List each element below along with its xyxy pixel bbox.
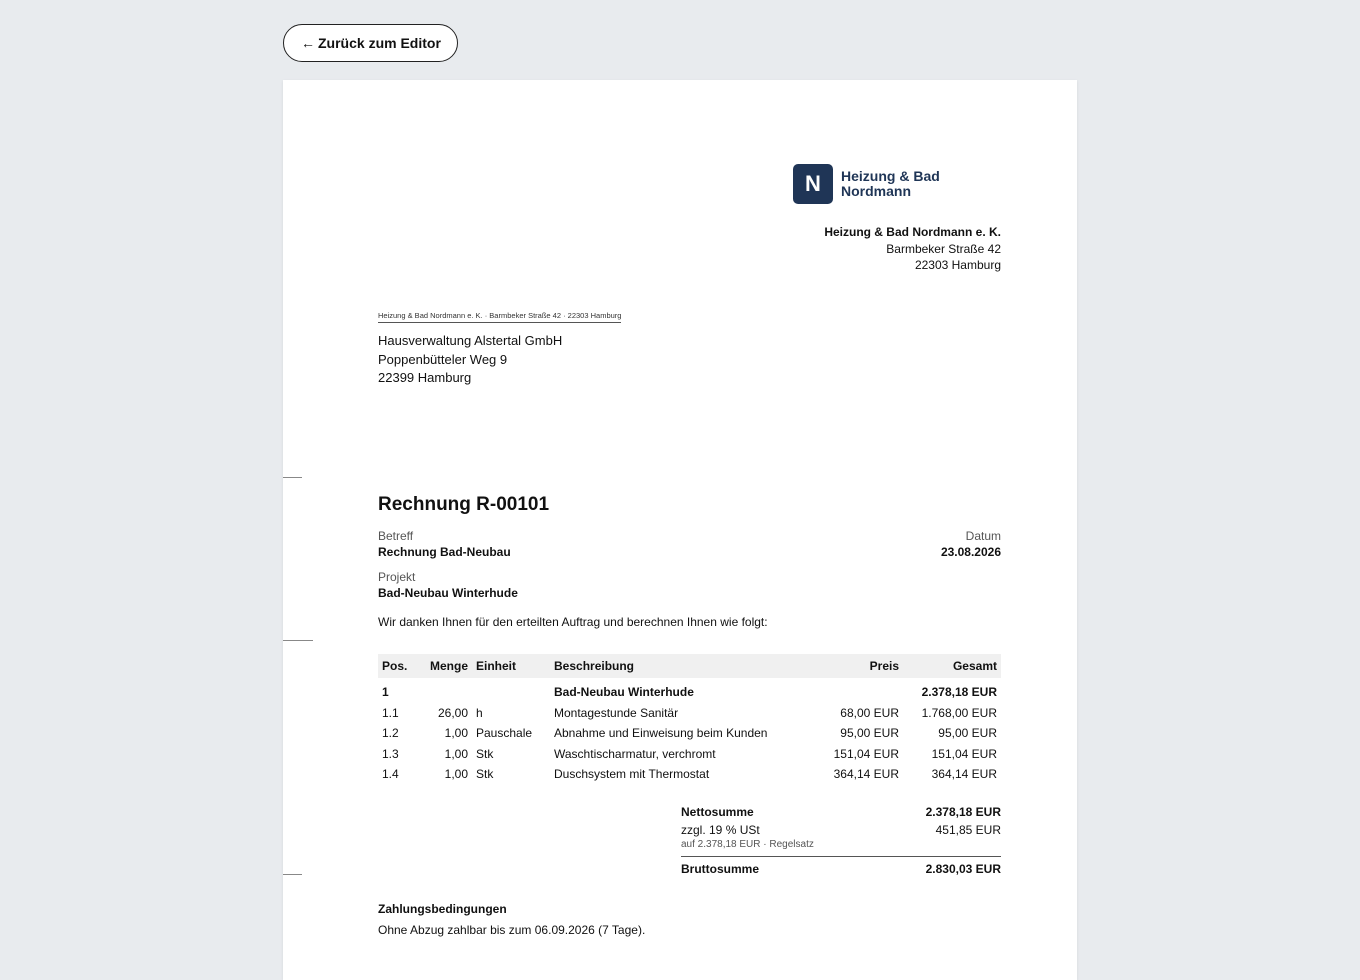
betreff-value: Rechnung Bad-Neubau [378, 545, 511, 559]
projekt-label: Projekt [378, 570, 416, 584]
row-beschreibung: Duschsystem mit Thermostat [554, 767, 710, 782]
payment-text: Ohne Abzug zahlbar bis zum 06.09.2026 (7 Tage). [378, 923, 646, 937]
row-menge: 1,00 [444, 726, 468, 741]
col-header-menge: Menge [418, 654, 472, 678]
table-row [378, 723, 1001, 744]
brutto-label: Bruttosumme [681, 862, 760, 876]
logo-line-1: Heizung & Bad [841, 168, 940, 184]
col-header-preis: Preis [821, 654, 903, 678]
col-header-einheit: Einheit [472, 654, 550, 678]
recipient-street: Poppenbütteler Weg 9 [378, 351, 508, 367]
table-row [378, 703, 1001, 724]
intro-text: Wir danken Ihnen für den erteilten Auftrag und berechnen Ihnen wie folgt: [378, 615, 768, 629]
table-row [378, 744, 1001, 765]
row-preis: 95,00 EUR [840, 726, 899, 741]
line-items-table [378, 654, 1001, 785]
row-einheit: h [476, 705, 483, 720]
betreff-block [378, 529, 511, 559]
row-gesamt: 151,04 EUR [931, 746, 997, 761]
row-pos: 1.3 [382, 746, 399, 761]
company-logo [793, 164, 940, 204]
row-pos: 1.4 [382, 767, 399, 782]
row-beschreibung: Montagestunde Sanitär [554, 705, 679, 720]
sender-street: Barmbeker Straße 42 [886, 241, 1001, 256]
payment-heading: Zahlungsbedingungen [378, 902, 507, 916]
recipient-address [378, 332, 562, 388]
row-einheit: Pauschale [476, 726, 533, 741]
table-row [378, 764, 1001, 785]
projekt-value: Bad-Neubau Winterhude [378, 586, 518, 600]
row-menge: 1,00 [444, 767, 468, 782]
col-header-pos: Pos. [378, 654, 418, 678]
sender-city: 22303 Hamburg [914, 258, 1001, 272]
group-menge [418, 678, 472, 703]
payment-terms [378, 902, 645, 937]
row-beschreibung: Abnahme und Einweisung beim Kunden [554, 726, 768, 741]
row-preis: 68,00 EUR [840, 705, 899, 720]
ust-value: 451,85 EUR [935, 823, 1001, 837]
netto-label: Nettosumme [681, 805, 754, 819]
row-gesamt: 95,00 EUR [938, 726, 997, 741]
brutto-row [681, 856, 1001, 876]
ust-row [681, 823, 1001, 837]
table-header-row [378, 654, 1001, 678]
group-preis [821, 678, 903, 703]
sender-address [824, 224, 1001, 274]
invoice-page [283, 80, 1077, 980]
ust-label: zzgl. 19 % USt [681, 823, 760, 837]
projekt-block [378, 570, 518, 600]
row-preis: 151,04 EUR [833, 746, 899, 761]
row-preis: 364,14 EUR [833, 767, 899, 782]
row-gesamt: 1.768,00 EUR [921, 705, 997, 720]
back-to-editor-button[interactable] [283, 24, 458, 62]
logo-line-2: Nordmann [841, 183, 911, 199]
arrow-left-icon: ← [301, 35, 315, 51]
invoice-title: Rechnung R-00101 [378, 494, 550, 515]
row-beschreibung: Waschtischarmatur, verchromt [554, 746, 716, 761]
row-menge: 1,00 [444, 746, 468, 761]
row-pos: 1.2 [382, 726, 399, 741]
group-description: Bad-Neubau Winterhude [554, 685, 694, 700]
betreff-label: Betreff [378, 529, 414, 543]
group-row [378, 678, 1001, 703]
col-header-beschreibung: Beschreibung [550, 654, 821, 678]
row-pos: 1.1 [382, 705, 399, 720]
datum-value: 23.08.2026 [940, 545, 1001, 559]
back-button-label: Zurück zum Editor [318, 35, 441, 51]
datum-block [941, 529, 1001, 559]
logo-mark: N [793, 164, 833, 204]
recipient-city: 22399 Hamburg [378, 370, 472, 385]
group-einheit [472, 678, 550, 703]
group-total: 2.378,18 EUR [921, 685, 997, 700]
col-header-gesamt: Gesamt [903, 654, 1001, 678]
row-einheit: Stk [476, 746, 494, 761]
row-menge: 26,00 [437, 705, 468, 720]
datum-label: Datum [965, 529, 1001, 543]
row-gesamt: 364,14 EUR [931, 767, 997, 782]
recipient-name: Hausverwaltung Alstertal GmbH [378, 333, 563, 348]
row-einheit: Stk [476, 767, 494, 782]
netto-row [681, 805, 1001, 819]
fold-mark-middle [283, 640, 313, 641]
fold-mark-bottom [283, 874, 302, 875]
group-pos: 1 [382, 685, 389, 700]
logo-text [841, 169, 940, 199]
sender-return-line: Heizung & Bad Nordmann e. K. · Barmbeker Straße 42 · 22303 Hamburg [378, 311, 621, 323]
fold-mark-top [283, 477, 302, 478]
sender-name: Heizung & Bad Nordmann e. K. [824, 225, 1001, 239]
ust-note: auf 2.378,18 EUR · Regelsatz [681, 839, 814, 850]
netto-value: 2.378,18 EUR [925, 805, 1001, 819]
totals-block [681, 805, 1001, 876]
brutto-value: 2.830,03 EUR [925, 862, 1001, 876]
